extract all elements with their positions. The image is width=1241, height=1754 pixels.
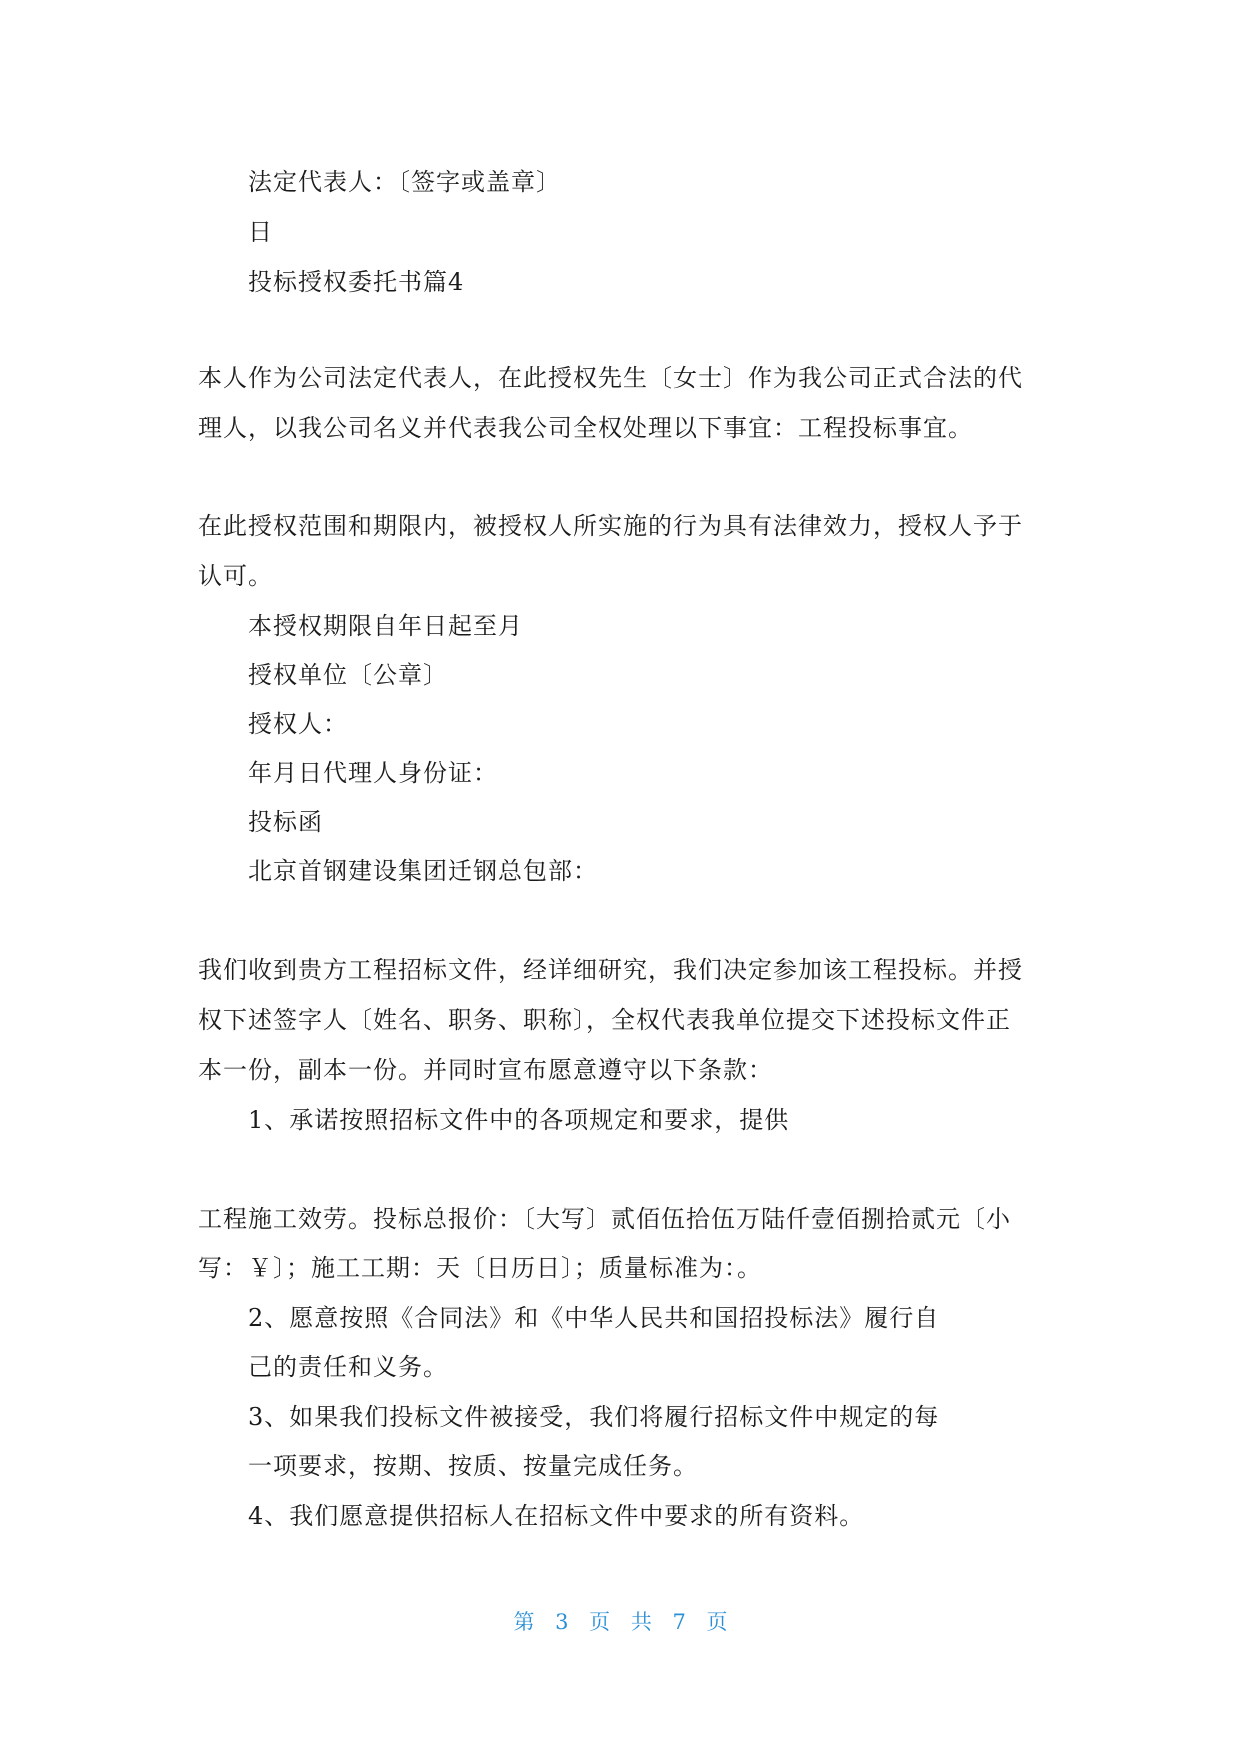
paragraph-line: 本人作为公司法定代表人，在此授权先生〔女士〕作为我公司正式合法的代 (198, 364, 1023, 392)
clause-3-continued: 一项要求，按期、按质、按量完成任务。 (248, 1452, 698, 1480)
bid-letter-heading: 投标函 (248, 808, 323, 836)
clause-3: 3、如果我们投标文件被接受，我们将履行招标文件中规定的每 (248, 1403, 940, 1431)
authorizer-line: 授权人： (248, 710, 348, 738)
paragraph-line: 在此授权范围和期限内，被授权人所实施的行为具有法律效力，授权人予于 (198, 512, 1023, 540)
paragraph-line: 权下述签字人〔姓名、职务、职称〕，全权代表我单位提交下述投标文件正 (198, 1006, 1011, 1034)
paragraph-line: 理人，以我公司名义并代表我公司全权处理以下事宜：工程投标事宜。 (198, 414, 973, 442)
paragraph-line: 我们收到贵方工程招标文件，经详细研究，我们决定参加该工程投标。并授 (198, 956, 1023, 984)
date-line: 日 (248, 218, 273, 246)
section-heading: 投标授权委托书篇4 (248, 268, 465, 296)
paragraph-line: 工程施工效劳。投标总报价：〔大写〕贰佰伍拾伍万陆仟壹佰捌拾贰元〔小 (198, 1205, 1011, 1233)
paragraph-line: 写：￥〕；施工工期：天〔日历日〕；质量标准为：。 (198, 1254, 762, 1282)
legal-rep-signature-line: 法定代表人：〔签字或盖章〕 (248, 168, 561, 196)
authorizing-unit-line: 授权单位〔公章〕 (248, 661, 448, 689)
paragraph-line: 本一份，副本一份。并同时宣布愿意遵守以下条款： (198, 1056, 773, 1084)
clause-2-continued: 己的责任和义务。 (248, 1353, 448, 1381)
clause-1: 1、承诺按照招标文件中的各项规定和要求，提供 (248, 1106, 790, 1134)
page-number-footer: 第 3 页 共 7 页 (513, 1610, 728, 1634)
authorization-period-line: 本授权期限自年日起至月 (248, 612, 523, 640)
paragraph-line: 认可。 (198, 562, 273, 590)
addressee-line: 北京首钢建设集团迁钢总包部： (248, 857, 598, 885)
agent-id-line: 年月日代理人身份证： (248, 759, 498, 787)
clause-2: 2、愿意按照《合同法》和《中华人民共和国招投标法》履行自 (248, 1304, 940, 1332)
clause-4: 4、我们愿意提供招标人在招标文件中要求的所有资料。 (248, 1502, 865, 1530)
